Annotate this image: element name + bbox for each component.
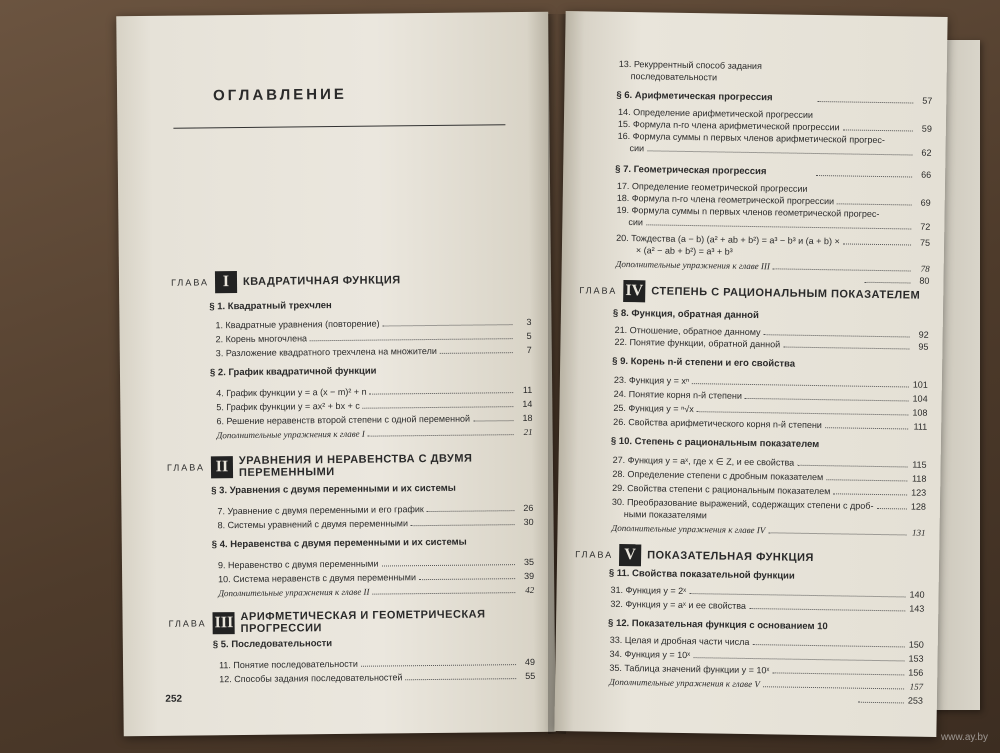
section-5: § 5. Последовательности <box>212 638 333 651</box>
toc-item[interactable]: 21. Отношение, обратное данному 92 <box>614 324 929 340</box>
watermark: www.ay.by <box>940 732 988 743</box>
toc-item[interactable]: 14. Определение арифметической прогрессии <box>618 106 814 120</box>
toc-item[interactable]: 11. Понятие последовательности 49 <box>218 656 536 671</box>
chapter-5-heading: ГЛАВА V ПОКАЗАТЕЛЬНАЯ ФУНКЦИЯ <box>575 543 814 569</box>
toc-item[interactable]: 13. Рекуррентный способ задания <box>618 58 762 72</box>
toc-item[interactable]: 34. Функция y = 10ˣ 153 <box>609 648 924 664</box>
toc-item[interactable]: 9. Неравенство с двумя переменными 35 <box>217 556 535 571</box>
toc-item[interactable]: 35. Таблица значений функции y = 10ˣ 156 <box>609 662 924 678</box>
toc-item[interactable]: 26. Свойства арифметического корня n-й степени 111 <box>613 416 928 432</box>
toc-item[interactable]: Дополнительные упражнения к главе I 21 <box>216 426 533 441</box>
left-page <box>116 12 556 736</box>
toc-item[interactable]: 22. Понятие функции, обратной данной 95 <box>614 336 929 352</box>
section-2: § 2. График квадратичной функции <box>209 365 377 379</box>
toc-item[interactable]: 30. Преобразование выражений, содержащих степени с дроб- 128 <box>611 496 927 512</box>
toc-item[interactable]: 19. Формула суммы n первых членов геометрической прогрес- <box>616 204 880 219</box>
section-11: § 11. Свойства показательной функции <box>608 567 795 582</box>
toc-item[interactable]: Дополнительные упражнения к главе II 42 <box>218 584 535 599</box>
toc-item[interactable]: 31. Функция y = 2ˣ 140 <box>610 584 925 600</box>
toc-item[interactable]: 16. Формула суммы n первых членов арифметической прогрес- <box>617 130 886 146</box>
section-10: § 10. Степень с рациональным показателем <box>610 435 820 451</box>
section-8: § 8. Функция, обратная данной <box>612 307 759 322</box>
section-9: § 9. Корень n-й степени и его свойства <box>612 355 796 370</box>
toc-title: ОГЛАВЛЕНИЕ <box>212 85 347 105</box>
toc-item[interactable]: 32. Функция y = aˣ и ее свойства 143 <box>610 598 925 614</box>
toc-item[interactable]: 7. Уравнение с двумя переменными и его график 26 <box>217 502 534 517</box>
toc-item[interactable]: 80 <box>861 274 929 287</box>
toc-item[interactable]: ными показателями <box>623 509 707 521</box>
section-6: § 6. Арифметическая прогрессия <box>616 89 773 104</box>
toc-item[interactable]: 20. Тождества (a − b) (a² + ab + b²) = a³ − b³ и (a + b) × 75 <box>616 232 931 248</box>
section-12: § 12. Показательная функция с основанием 10 <box>607 617 828 633</box>
page-number-left: 252 <box>165 693 183 705</box>
toc-item[interactable]: Дополнительные упражнения к главе III 78 <box>615 258 930 274</box>
chapter-2-heading: ГЛАВА II УРАВНЕНИЯ И НЕРАВЕНСТВА С ДВУМЯ ПЕРЕМЕННЫМИ <box>166 452 473 480</box>
chapter-1-heading: ГЛАВА I КВАДРАТИЧНАЯ ФУНКЦИЯ <box>171 269 401 293</box>
toc-item[interactable]: последовательности <box>630 71 718 83</box>
section-4: § 4. Неравенства с двумя переменными и их системы <box>211 536 467 551</box>
toc-item[interactable]: 29. Свойства степени с рациональным показателем 123 <box>612 482 927 498</box>
toc-item[interactable]: сии 72 <box>628 217 931 232</box>
toc-item[interactable]: сии 62 <box>629 143 932 158</box>
toc-item[interactable]: 5. График функции y = ax² + bx + c 14 <box>216 398 533 413</box>
chapter-3-heading: ГЛАВА III АРИФМЕТИЧЕСКАЯ И ГЕОМЕТРИЧЕСКАЯ ПРОГРЕССИИ <box>168 608 486 636</box>
toc-item[interactable]: 27. Функция y = aˣ, где x ∈ Z, и ее свойства 115 <box>612 454 927 470</box>
toc-item[interactable]: 28. Определение степени с дробным показателем 118 <box>612 468 927 484</box>
toc-item[interactable]: 15. Формула n-го члена арифметической прогрессии 59 <box>617 118 932 134</box>
toc-item[interactable]: 10. Система неравенств с двумя переменными 39 <box>218 570 535 585</box>
toc-item[interactable]: 17. Определение геометрической прогрессии <box>616 180 808 194</box>
section-1: § 1. Квадратный трехчлен <box>209 300 332 313</box>
toc-item[interactable]: 25. Функция y = ⁿ√x 108 <box>613 402 928 418</box>
toc-item[interactable]: × (a² − ab + b²) = a³ + b³ <box>635 245 733 257</box>
section-3: § 3. Уравнения с двумя переменными и их системы <box>211 482 456 497</box>
chapter-4-heading: ГЛАВА IV СТЕПЕНЬ С РАЦИОНАЛЬНЫМ ПОКАЗАТЕЛЕМ <box>579 279 920 306</box>
toc-item[interactable]: 18. Формула n-го члена геометрической прогрессии 69 <box>616 192 931 208</box>
toc-item[interactable]: 57 <box>814 93 932 107</box>
right-page <box>554 11 947 737</box>
title-rule <box>173 124 505 128</box>
toc-item[interactable]: 2. Корень многочлена 5 <box>215 330 532 345</box>
toc-item[interactable]: 253 <box>855 694 923 707</box>
toc-item[interactable]: 33. Целая и дробная части числа 150 <box>609 634 924 650</box>
toc-item[interactable]: 12. Способы задания последовательностей 55 <box>219 670 536 685</box>
toc-item[interactable]: 66 <box>813 167 931 181</box>
toc-item[interactable]: Дополнительные упражнения к главе IV 131 <box>611 522 926 538</box>
toc-item[interactable]: 1. Квадратные уравнения (повторение) 3 <box>215 316 532 331</box>
toc-item[interactable]: 23. Функция y = xⁿ 101 <box>613 374 928 390</box>
toc-item[interactable]: 24. Понятие корня n-й степени 104 <box>613 388 928 404</box>
toc-item[interactable]: 4. График функции y = a (x − m)² + n 11 <box>216 384 533 399</box>
toc-item[interactable]: 6. Решение неравенств второй степени с одной переменной 18 <box>216 412 533 427</box>
toc-item[interactable]: 8. Системы уравнений с двумя переменными 30 <box>217 516 534 531</box>
toc-item[interactable]: 3. Разложение квадратного трехчлена на множители 7 <box>215 344 532 359</box>
toc-item[interactable]: Дополнительные упражнения к главе V 157 <box>609 676 924 692</box>
section-7: § 7. Геометрическая прогрессия <box>615 163 767 178</box>
